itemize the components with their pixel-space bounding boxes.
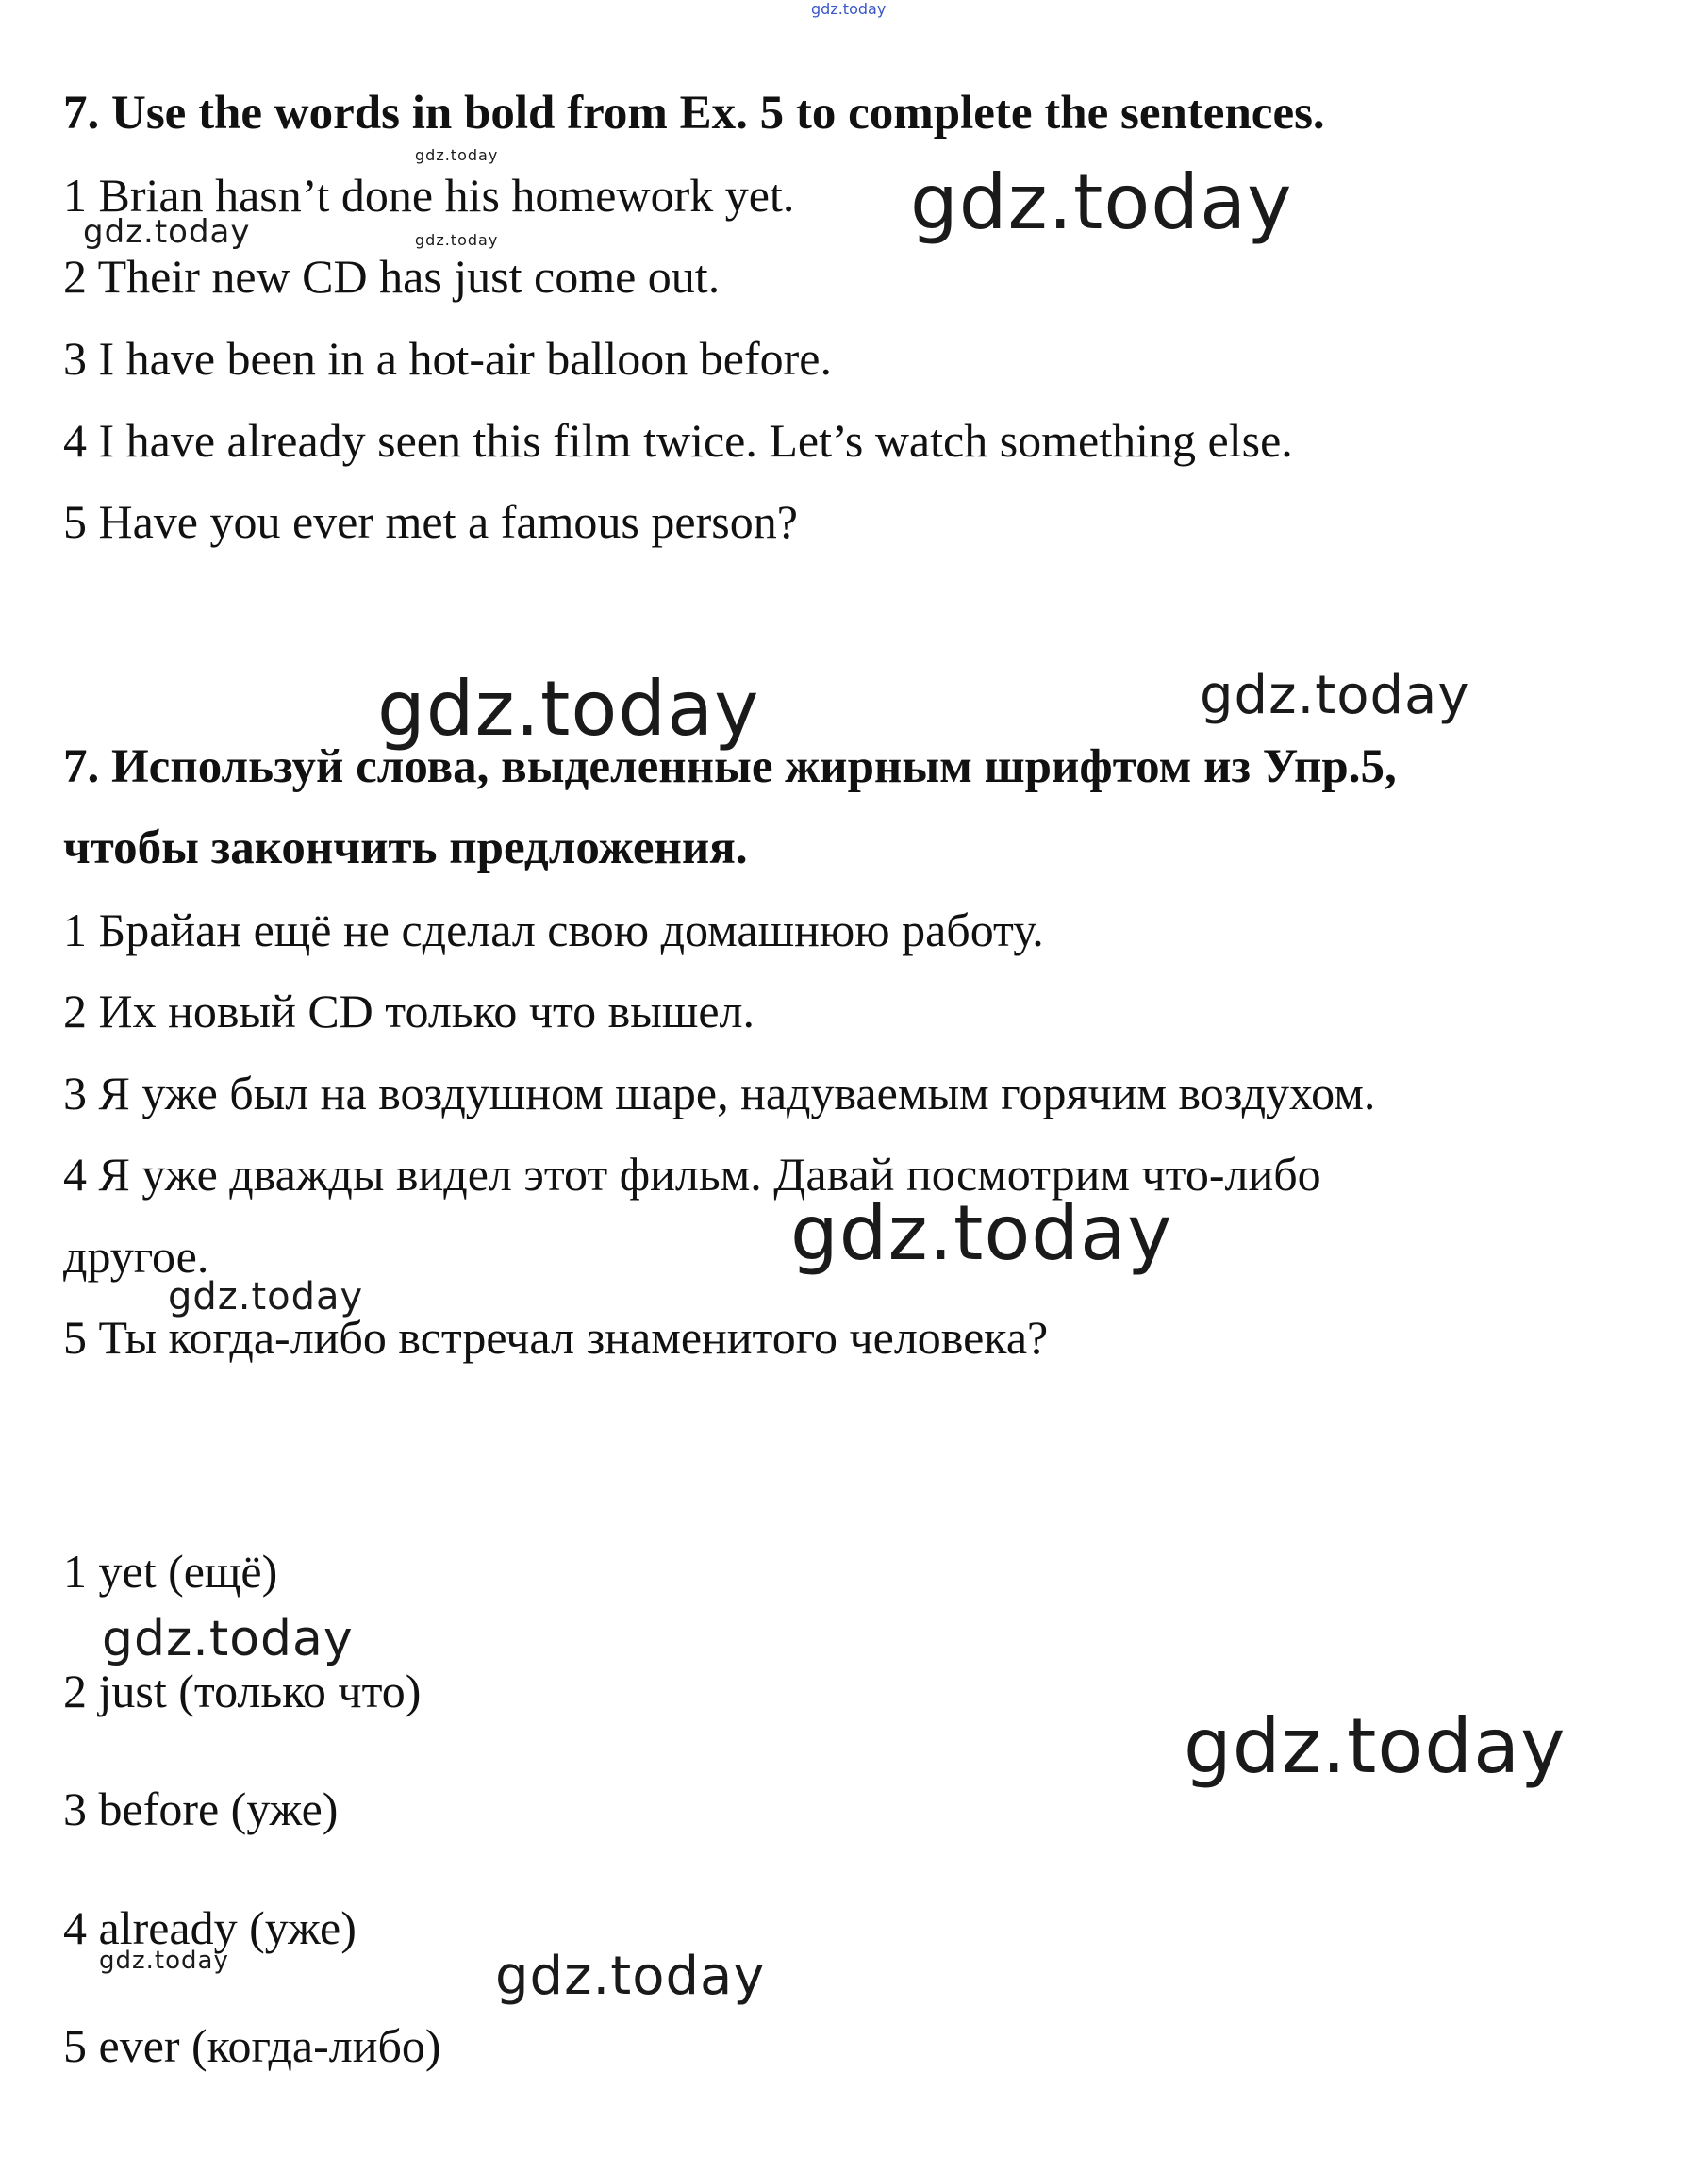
english-item: 2 Their new CD has just come out. <box>63 250 721 303</box>
answer-item: 4 already (уже) <box>63 1901 357 1954</box>
watermark: gdz.today <box>415 146 499 164</box>
english-item: 5 Have you ever met a famous person? <box>63 495 798 548</box>
russian-item: 1 Брайан ещё не сделал свою домашнюю работу. <box>63 904 1044 956</box>
answer-item: 2 just (только что) <box>63 1665 422 1717</box>
russian-item: 4 Я уже дважды видел этот фильм. Давай посмотрим что-либо <box>63 1148 1321 1201</box>
russian-item: 2 Их новый CD только что вышел. <box>63 985 755 1037</box>
watermark: gdz.today <box>910 158 1293 246</box>
english-item: 1 Brian hasn’t done his homework yet. <box>63 169 795 222</box>
answer-item: 1 yet (ещё) <box>63 1545 278 1598</box>
watermark: gdz.today <box>168 1275 364 1318</box>
watermark: gdz.today <box>790 1189 1173 1277</box>
watermark: gdz.today <box>99 1947 229 1975</box>
watermark: gdz.today <box>1200 665 1470 726</box>
answer-item: 3 before (уже) <box>63 1782 339 1835</box>
english-item: 4 I have already seen this film twice. Let’s watch something else. <box>63 414 1293 467</box>
answer-item: 5 ever (когда-либо) <box>63 2019 441 2072</box>
russian-item: 3 Я уже был на воздушном шаре, надуваемым горячим воздухом. <box>63 1067 1376 1119</box>
english-heading: 7. Use the words in bold from Ex. 5 to complete the sentences. <box>63 87 1325 140</box>
watermark: gdz.today <box>415 231 499 249</box>
russian-item: другое. <box>63 1230 209 1283</box>
watermark: gdz.today <box>377 665 760 753</box>
watermark: gdz.today <box>83 213 251 251</box>
russian-heading: 7. Используй слова, выделенные жирным шрифтом из Упр.5, <box>63 740 1397 793</box>
russian-heading: чтобы закончить предложения. <box>63 821 748 874</box>
watermark: gdz.today <box>1184 1702 1567 1790</box>
watermark: gdz.today <box>495 1946 766 2007</box>
english-item: 3 I have been in a hot-air balloon before. <box>63 332 832 385</box>
russian-item: 5 Ты когда-либо встречал знаменитого человека? <box>63 1311 1049 1364</box>
watermark-top: gdz.today <box>811 0 887 18</box>
watermark: gdz.today <box>102 1611 354 1667</box>
